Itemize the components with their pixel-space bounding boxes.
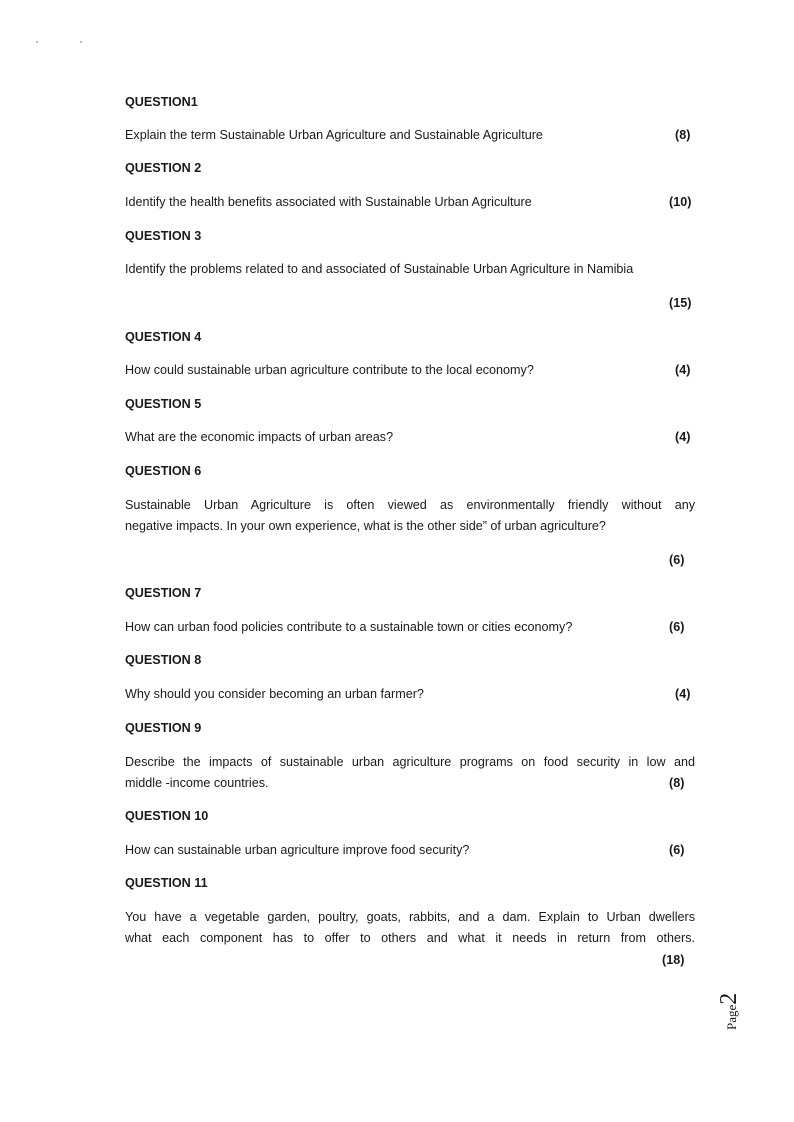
question-6-text-line-1: Sustainable Urban Agriculture is often viewed as environmentally friendly without any [125,498,695,512]
question-7-heading: QUESTION 7 [125,586,202,600]
question-10-text: How can sustainable urban agriculture improve food security? [125,843,470,857]
question-2-heading: QUESTION 2 [125,161,202,175]
question-4-heading: QUESTION 4 [125,330,202,344]
question-1-marks: (8) [675,128,691,142]
question-8-heading: QUESTION 8 [125,653,202,667]
question-2-marks: (10) [669,195,692,209]
question-5-heading: QUESTION 5 [125,397,202,411]
question-8-text: Why should you consider becoming an urban farmer? [125,687,424,701]
question-1-text: Explain the term Sustainable Urban Agriculture and Sustainable Agriculture [125,128,543,142]
page-number [716,993,743,1030]
question-11-heading: QUESTION 11 [125,876,208,890]
question-9-marks: (8) [669,776,685,790]
question-1-heading: QUESTION1 [125,95,198,109]
question-5-text: What are the economic impacts of urban areas? [125,430,394,444]
question-11-marks: (18) [662,953,685,967]
question-5-marks: (4) [675,430,691,444]
scan-speck [36,41,38,43]
question-11-text-line-1: You have a vegetable garden, poultry, goats, rabbits, and a dam. Explain to Urban dwellers [125,910,695,924]
page-number-value: 2 [716,992,742,1005]
question-2-text: Identify the health benefits associated with Sustainable Urban Agriculture [125,195,532,209]
scan-speck [80,41,82,43]
question-10-heading: QUESTION 10 [125,809,209,823]
question-10-marks: (6) [669,843,685,857]
question-4-marks: (4) [675,363,691,377]
question-6-text-line-2: negative impacts. In your own experience, what is the other side” of urban agriculture? [125,519,606,533]
question-7-text: How can urban food policies contribute to a sustainable town or cities economy? [125,620,573,634]
question-11-text-line-2: what each component has to offer to others and what it needs in return from others. [125,931,695,945]
question-9-text-line-2: middle -income countries. [125,776,269,790]
question-6-heading: QUESTION 6 [125,464,202,478]
question-3-marks: (15) [669,296,692,310]
question-6-marks: (6) [669,553,685,567]
question-7-marks: (6) [669,620,685,634]
question-4-text: How could sustainable urban agriculture contribute to the local economy? [125,363,534,377]
question-9-text-line-1: Describe the impacts of sustainable urban agriculture programs on food security in low and [125,755,695,769]
question-3-heading: QUESTION 3 [125,229,202,243]
page-label: Page [724,1004,739,1030]
question-8-marks: (4) [675,687,691,701]
question-3-text: Identify the problems related to and associated of Sustainable Urban Agriculture in Namibia [125,262,634,276]
question-9-heading: QUESTION 9 [125,721,202,735]
